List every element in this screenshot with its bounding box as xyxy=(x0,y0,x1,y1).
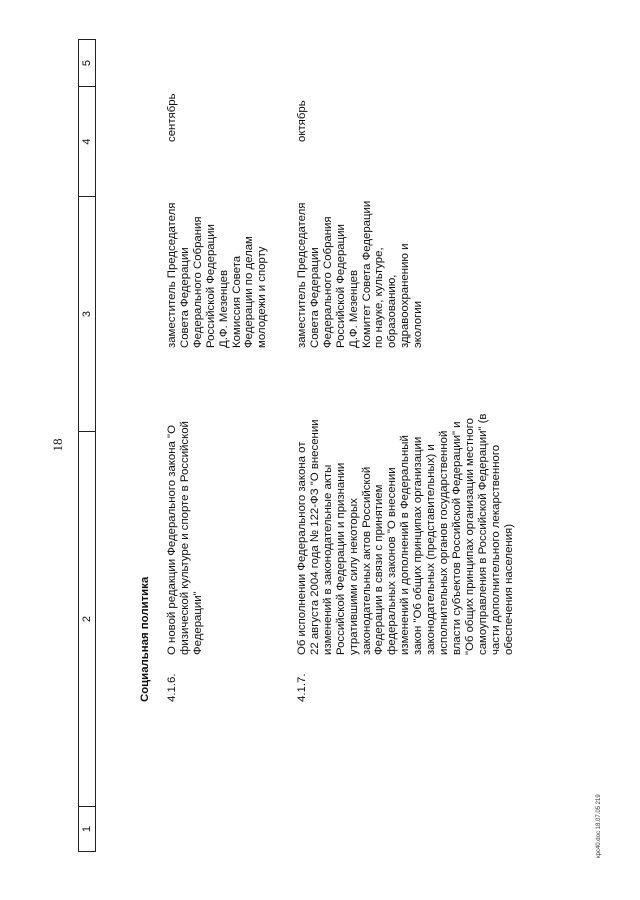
row-number: 4.1.6. xyxy=(166,673,178,702)
column-header-5: 5 xyxy=(81,59,93,67)
row-number: 4.1.7. xyxy=(296,673,308,702)
row-term: сентябрь xyxy=(166,93,178,142)
row-title: Об исполнении Федерального закона от 22 августа 2004 года № 122-ФЗ "О внесении изменений в законодательные акты Российской Федерации и признании утратившими силу некоторых законодательных актов Российской Федерации в связи с принятием федеральных законов "О внесении изменений и дополнений в Федеральный закон "Об общих принципах организации законодательных (представительных) и исполнительных органов государственной власти субъектов Российской Федерации" и "Об общих принципах организации местного самоуправления в Российской Федерации" (в части дополнительного лекарственного обеспечения населения) xyxy=(296,413,515,655)
page-number: 18 xyxy=(50,438,65,452)
column-header-3: 3 xyxy=(79,196,95,431)
column-header-row xyxy=(78,39,96,852)
column-header-1: 1 xyxy=(79,806,95,851)
column-header-4: 4 xyxy=(79,86,95,196)
row-responsible: заместитель Председателя Совета Федерации Федерального Собрания Российской Федерации Д.Ф. Мезенцев Комиссия Совета Федерации по делам молодежи и спорту xyxy=(166,202,269,348)
footer-code: крс40.doc 18.07.05 219 xyxy=(596,794,602,858)
row-responsible: заместитель Председателя Совета Федерации Федерального Собрания Российской Федерации Д.Ф. Мезенцев Комитет Совета Федерации по науке, культуре, образованию, здравоохранению и экологии xyxy=(296,200,425,348)
row-term: октябрь xyxy=(296,100,308,142)
section-title: Социальная политика xyxy=(139,576,151,702)
column-header-2: 2 xyxy=(79,431,95,806)
row-title: О новой редакции Федерального закона "О физической культуре и спорте в Российской Федерации" xyxy=(166,421,204,655)
